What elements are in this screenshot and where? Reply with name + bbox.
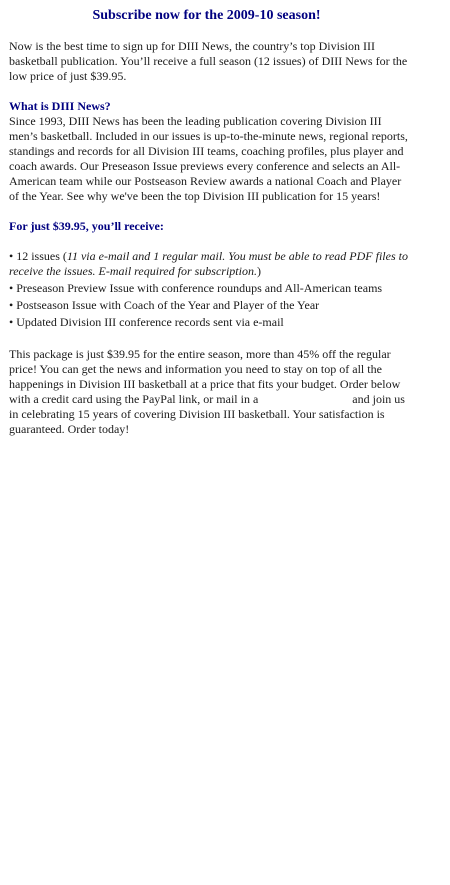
closing-text-start: This package is just $39.95 for the entire season, more than 45% off the regular price! You can get the news and information you need to stay on top of all the happenings in Division III basketball at a price that fits your budget. Order below with a credit card using the PayPal link, or mail in a xyxy=(9,347,401,406)
benefit-item-postseason: • Postseason Issue with Coach of the Year and Player of the Year xyxy=(9,298,320,312)
benefit-issues-suffix: ) xyxy=(256,264,261,278)
closing-paragraph xyxy=(9,347,409,437)
about-paragraph: Since 1993, DIII News has been the leading publication covering Division III men’s basketball. Included in our issues is up-to-the-minute news, regional reports, standings and records for all Division III teams, coaching profiles, plus player and coach awards. Our Preseason Issue previews every conference and selects an All-American team while our Postseason Review awards a national Coach and Player of the Year. See why we've been the top Division III publication for 15 years! xyxy=(9,114,408,203)
benefit-issues-note: 11 via e-mail and 1 regular mail. You must be able to read PDF files to receive the issues. E-mail required for subscription. xyxy=(9,249,408,278)
benefit-item-preseason: • Preseason Preview Issue with conference roundups and All-American teams xyxy=(9,281,383,295)
intro-paragraph: Now is the best time to sign up for DIII News, the country’s top Division III basketball publication. You’ll receive a full season (12 issues) of DIII News for the low price of just $39.95. xyxy=(9,39,408,83)
offer-heading: For just $39.95, you’ll receive: xyxy=(9,219,164,233)
page-headline: Subscribe now for the 2009-10 season! xyxy=(92,8,321,23)
main-content xyxy=(9,39,409,437)
benefit-item-records: • Updated Division III conference records sent via e-mail xyxy=(9,315,284,329)
benefit-issues-prefix: • 12 issues ( xyxy=(9,249,67,263)
about-heading: What is DIII News? xyxy=(9,99,111,113)
closing-text-end: and join us in celebrating 15 years of covering Division III basketball. Your satisfaction is guaranteed. Order today! xyxy=(9,392,405,436)
benefits-list xyxy=(9,249,409,330)
benefit-item-issues xyxy=(9,249,409,279)
